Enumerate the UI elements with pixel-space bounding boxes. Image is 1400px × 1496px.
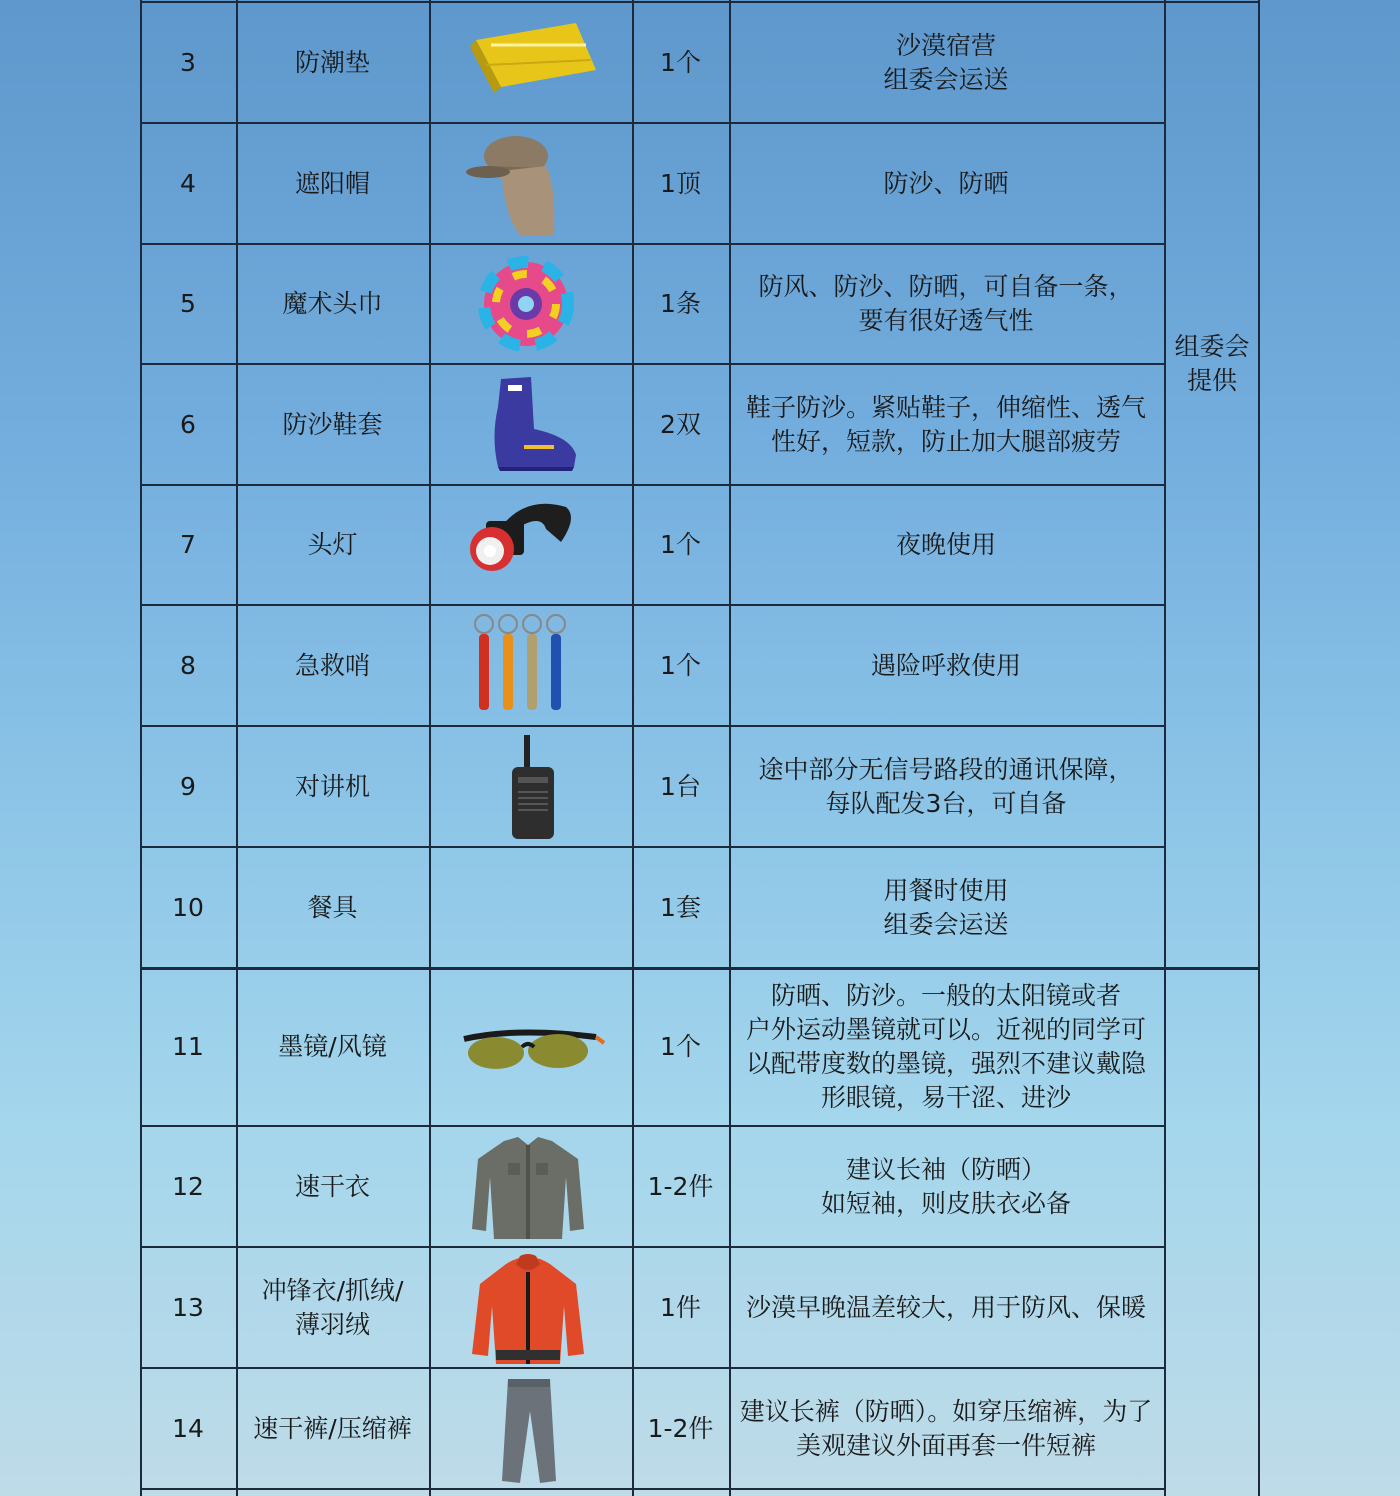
grid-line (140, 967, 1260, 970)
item-quantity-text: 1条 (660, 289, 701, 318)
item-number (140, 2, 236, 123)
table-row (140, 244, 1260, 364)
item-name-text: 头灯 (307, 530, 358, 559)
item-number-text: 6 (180, 409, 196, 439)
item-note-text: 沙漠早晚温差较大，用于防风、保暖 (745, 1292, 1146, 1322)
item-image (429, 847, 632, 968)
item-image (429, 485, 632, 605)
item-name-text: 薄羽绒 (294, 1309, 370, 1339)
item-name (236, 605, 429, 726)
item-note-text: 遇险呼救使用 (870, 650, 1021, 680)
item-image (429, 605, 632, 726)
grid-line (632, 0, 634, 1496)
item-quantity (632, 605, 729, 726)
grid-line (140, 1125, 1164, 1127)
item-image (429, 726, 632, 847)
item-quantity-text: 1件 (660, 1292, 701, 1322)
item-note (729, 605, 1163, 726)
walkie-talkie-icon (446, 729, 616, 845)
table-row (140, 605, 1260, 726)
item-note (729, 726, 1163, 847)
item-name-text: 速干衣 (294, 1171, 370, 1201)
item-note-text: 如短袖，则皮肤衣必备 (820, 1188, 1071, 1218)
item-note (729, 123, 1163, 244)
item-quantity (632, 968, 729, 1126)
item-quantity (632, 2, 729, 123)
item-note-text: 性好，短款，防止加大腿部疲劳 (770, 426, 1121, 456)
shirt-icon (446, 1129, 616, 1245)
item-number-text: 3 (180, 47, 196, 77)
grid-line (1258, 0, 1260, 1496)
item-image (429, 364, 632, 485)
item-quantity-text: 1个 (660, 650, 701, 680)
item-image (429, 968, 632, 1126)
grid-line (429, 0, 431, 1496)
item-name-text: 冲锋衣/抓绒/ (261, 1275, 404, 1305)
item-name (236, 1368, 429, 1489)
item-note-text: 沙漠宿营 (895, 30, 996, 60)
item-quantity (632, 1247, 729, 1368)
item-note-text: 用餐时使用 (883, 875, 1009, 905)
item-number (140, 485, 236, 605)
item-name (236, 485, 429, 605)
item-note-text: 建议长袖（防晒） (845, 1154, 1046, 1184)
item-note-text: 户外运动墨镜就可以。近视的同学可 (745, 1015, 1146, 1044)
table-row (140, 2, 1260, 123)
item-number-text: 11 (172, 1032, 204, 1061)
item-image (429, 244, 632, 364)
item-number (140, 968, 236, 1126)
item-note-text: 建议长裤（防晒）。如穿压缩裤，为了 (739, 1396, 1153, 1426)
grid-line (140, 725, 1164, 727)
item-note (729, 364, 1163, 485)
item-note (729, 244, 1163, 364)
grid-line (140, 363, 1164, 365)
item-quantity (632, 485, 729, 605)
item-quantity (632, 847, 729, 968)
item-note-text: 美观建议外面再套一件短裤 (795, 1430, 1096, 1460)
item-name (236, 968, 429, 1126)
item-quantity-text: 2双 (660, 409, 701, 439)
table-row (140, 485, 1260, 605)
item-note (729, 1247, 1163, 1368)
item-note-text: 组委会运送 (883, 64, 1009, 94)
item-note-text: 防沙、防晒 (883, 168, 1009, 198)
item-name-text: 魔术头巾 (282, 289, 383, 318)
grid-line (140, 604, 1164, 606)
table-row (140, 123, 1260, 244)
item-note-text: 组委会运送 (883, 909, 1009, 939)
item-image (429, 1126, 632, 1247)
item-quantity (632, 123, 729, 244)
item-quantity (632, 726, 729, 847)
item-number-text: 5 (180, 289, 196, 318)
item-note (729, 968, 1163, 1126)
table-row (140, 1247, 1260, 1368)
trousers-icon (446, 1371, 616, 1487)
item-note-text: 要有很好透气性 (858, 306, 1034, 335)
grid-line (140, 1, 1260, 3)
grid-line (140, 243, 1164, 245)
item-name (236, 364, 429, 485)
item-quantity-text: 1顶 (660, 168, 701, 198)
item-quantity-text: 1台 (660, 771, 701, 801)
item-quantity-text: 1套 (660, 892, 701, 922)
grid-line (1164, 0, 1166, 1496)
item-number (140, 244, 236, 364)
item-name-text: 急救哨 (294, 650, 370, 680)
item-quantity-text: 1个 (660, 47, 701, 77)
item-number-text: 13 (172, 1292, 204, 1322)
provider-cell (1164, 0, 1260, 728)
item-note (729, 1126, 1163, 1247)
table-row (140, 847, 1260, 968)
item-name-text: 餐具 (307, 892, 358, 922)
provider-text: 组委会 (1174, 332, 1250, 361)
item-quantity-text: 1个 (660, 530, 701, 559)
bandana-icon (446, 246, 616, 362)
item-number (140, 364, 236, 485)
item-note (729, 2, 1163, 123)
item-number (140, 1126, 236, 1247)
item-name (236, 726, 429, 847)
table-row (140, 364, 1260, 485)
item-quantity (632, 1368, 729, 1489)
item-name-text: 遮阳帽 (294, 168, 370, 198)
item-note (729, 485, 1163, 605)
item-number-text: 14 (172, 1413, 204, 1443)
item-note-text: 防晒、防沙。一般的太阳镜或者 (770, 981, 1121, 1010)
table-row (140, 1126, 1260, 1247)
item-name (236, 123, 429, 244)
item-note-text: 鞋子防沙。紧贴鞋子，伸缩性、透气 (745, 392, 1146, 422)
item-note-text: 途中部分无信号路段的通讯保障， (758, 754, 1134, 784)
equipment-table (140, 0, 1260, 1496)
item-number-text: 12 (172, 1171, 204, 1201)
item-number (140, 1247, 236, 1368)
item-name-text: 速干裤/压缩裤 (253, 1413, 412, 1443)
grid-line (236, 0, 238, 1496)
grid-line (140, 1488, 1164, 1490)
jacket-icon (446, 1250, 616, 1366)
item-quantity (632, 364, 729, 485)
item-quantity-text: 1-2件 (647, 1171, 714, 1201)
item-image (429, 1247, 632, 1368)
grid-line (140, 846, 1164, 848)
table-row (140, 726, 1260, 847)
item-name (236, 2, 429, 123)
item-note-text: 形眼镜，易干涩、进沙 (820, 1083, 1071, 1112)
item-number-text: 4 (180, 168, 196, 198)
item-note-text: 每队配发3台，可自备 (825, 788, 1067, 818)
grid-line (140, 484, 1164, 486)
sun-hat-icon (446, 126, 616, 242)
grid-line (140, 1367, 1164, 1369)
item-quantity (632, 244, 729, 364)
item-name (236, 1126, 429, 1247)
item-name-text: 对讲机 (294, 771, 370, 801)
provider-text: 提供 (1186, 366, 1237, 395)
item-note-text: 以配带度数的墨镜，强烈不建议戴隐 (745, 1049, 1146, 1078)
whistle-icon (446, 608, 616, 724)
item-quantity (632, 1126, 729, 1247)
grid-line (140, 1246, 1164, 1248)
shoe-cover-icon (446, 367, 616, 483)
item-number (140, 1368, 236, 1489)
item-number (140, 847, 236, 968)
item-name (236, 847, 429, 968)
item-number (140, 123, 236, 244)
item-number-text: 8 (180, 650, 196, 680)
item-image (429, 1368, 632, 1489)
item-name-text: 墨镜/风镜 (278, 1032, 387, 1061)
item-quantity-text: 1个 (660, 1032, 701, 1061)
item-image (429, 2, 632, 123)
item-note-text: 夜晚使用 (895, 530, 996, 559)
item-number-text: 10 (172, 892, 204, 922)
item-note (729, 1368, 1163, 1489)
grid-line (729, 0, 731, 1496)
item-note (729, 847, 1163, 968)
grid-line (140, 122, 1164, 124)
item-number-text: 7 (180, 530, 196, 559)
grid-line (140, 0, 142, 1496)
item-name (236, 244, 429, 364)
sunglasses-icon (446, 989, 616, 1105)
table-row (140, 968, 1260, 1126)
item-number (140, 726, 236, 847)
item-note-text: 防风、防沙、防晒，可自备一条， (758, 272, 1134, 301)
item-quantity-text: 1-2件 (647, 1413, 714, 1443)
item-name-text: 防潮垫 (294, 47, 370, 77)
item-name-text: 防沙鞋套 (282, 409, 383, 439)
item-number (140, 605, 236, 726)
item-image (429, 123, 632, 244)
headlamp-icon (446, 487, 616, 603)
table-row (140, 1368, 1260, 1489)
item-number-text: 9 (180, 771, 196, 801)
emergency-blanket-icon (446, 5, 616, 121)
item-name (236, 1247, 429, 1368)
